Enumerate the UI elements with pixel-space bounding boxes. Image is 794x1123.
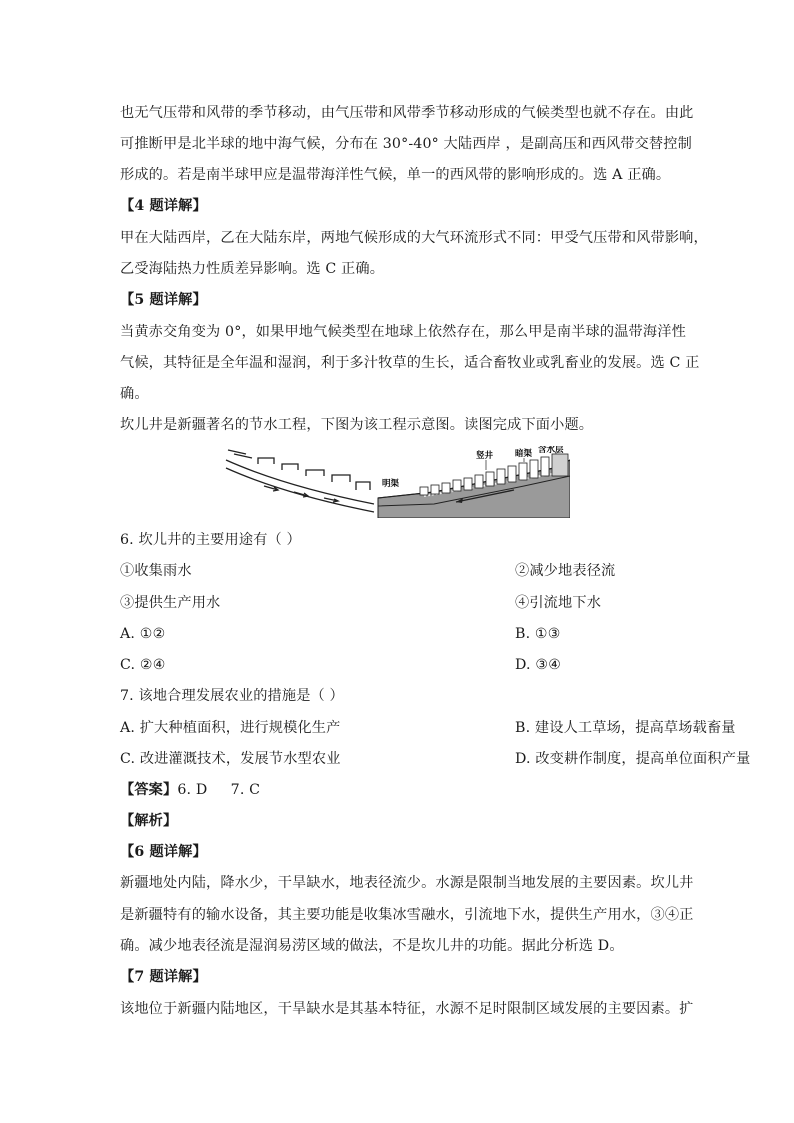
question-6-choices-row2 bbox=[120, 655, 680, 675]
label-aquifer: 含水层 bbox=[538, 446, 564, 455]
question-6-choices-row1 bbox=[120, 624, 680, 644]
karez-left-panel bbox=[226, 450, 374, 512]
paragraph-line: 确。 bbox=[120, 386, 149, 402]
choice-d: D. ③④ bbox=[515, 657, 562, 673]
analysis-heading: 【解析】 bbox=[120, 813, 178, 829]
choice-a: A. ①② bbox=[120, 626, 166, 642]
question-6-options-row2 bbox=[120, 593, 680, 613]
paragraph-line: 形成的。若是南半球甲应是温带海洋性气候，单一的西风带的影响形成的。选 A 正确。 bbox=[120, 167, 671, 183]
section-heading-q6: 【6 题详解】 bbox=[120, 844, 207, 860]
choice-b: B. ①③ bbox=[515, 626, 561, 642]
choice-c: C. ②④ bbox=[120, 657, 166, 673]
choice-a: A. 扩大种植面积，进行规模化生产 bbox=[120, 720, 341, 736]
karez-diagram bbox=[224, 446, 570, 518]
section-heading-q5: 【5 题详解】 bbox=[120, 292, 207, 308]
paragraph-line: 乙受海陆热力性质差异影响。选 C 正确。 bbox=[120, 261, 385, 277]
option-4: ④引流地下水 bbox=[515, 595, 602, 611]
paragraph-line: 当黄赤交角变为 0°，如果甲地气候类型在地球上依然存在，那么甲是南半球的温带海洋性 bbox=[120, 324, 686, 340]
option-1: ①收集雨水 bbox=[120, 563, 192, 579]
paragraph-line: 甲在大陆西岸，乙在大陆东岸，两地气候形成的大气环流形式不同：甲受气压带和风带影响， bbox=[120, 230, 708, 246]
question-6: 6. 坎儿井的主要用途有（ ） bbox=[120, 532, 301, 548]
section-heading-q7: 【7 题详解】 bbox=[120, 969, 207, 985]
question-7: 7. 该地合理发展农业的措施是（ ） bbox=[120, 688, 344, 704]
option-3: ③提供生产用水 bbox=[120, 595, 221, 611]
choice-b: B. 建设人工草场，提高草场载畜量 bbox=[515, 720, 736, 736]
paragraph-line: 气候，其特征是全年温和湿润，利于多汁牧草的生长，适合畜牧业或乳畜业的发展。选 C 正 bbox=[120, 355, 700, 371]
label-underground-channel: 暗渠 bbox=[515, 449, 533, 459]
question-7-choices-row1 bbox=[120, 718, 736, 738]
label-vertical-shaft: 竖井 bbox=[476, 451, 494, 461]
option-2: ②减少地表径流 bbox=[515, 563, 616, 579]
paragraph-line: 也无气压带和风带的季节移动，由气压带和风带季节移动形成的气候类型也就不存在。由此 bbox=[120, 105, 694, 121]
choice-c: C. 改进灌溉技术，发展节水型农业 bbox=[120, 751, 341, 767]
karez-cross-section bbox=[378, 452, 570, 518]
paragraph-line: 可推断甲是北半球的地中海气候，分布在 30°-40° 大陆西岸 ，是副高压和西风带交替控制 bbox=[120, 136, 692, 152]
choice-d: D. 改变耕作制度，提高单位面积产量 bbox=[515, 751, 751, 767]
paragraph-line: 确。减少地表径流是湿润易涝区域的做法，不是坎儿井的功能。据此分析选 D。 bbox=[120, 938, 624, 954]
answer-text: 6. D 7. C bbox=[177, 782, 261, 798]
paragraph-line: 是新疆特有的输水设备，其主要功能是收集冰雪融水，引流地下水，提供生产用水，③④正 bbox=[120, 907, 694, 923]
paragraph-line: 新疆地处内陆，降水少，干旱缺水，地表径流少。水源是限制当地发展的主要因素。坎儿井 bbox=[120, 875, 694, 891]
label-open-channel: 明渠 bbox=[382, 479, 400, 489]
question-7-choices-row2 bbox=[120, 749, 751, 769]
karez-diagram-svg bbox=[224, 446, 570, 518]
section-heading-q4: 【4 题详解】 bbox=[120, 198, 207, 214]
answer-label: 【答案】 bbox=[120, 782, 178, 798]
question-6-options-row1 bbox=[120, 561, 680, 581]
paragraph-line: 该地位于新疆内陆地区，干旱缺水是其基本特征，水源不足时限制区域发展的主要因素。扩 bbox=[120, 1001, 694, 1017]
question-intro: 坎儿井是新疆著名的节水工程，下图为该工程示意图。读图完成下面小题。 bbox=[120, 417, 594, 433]
answer-line bbox=[120, 780, 680, 800]
